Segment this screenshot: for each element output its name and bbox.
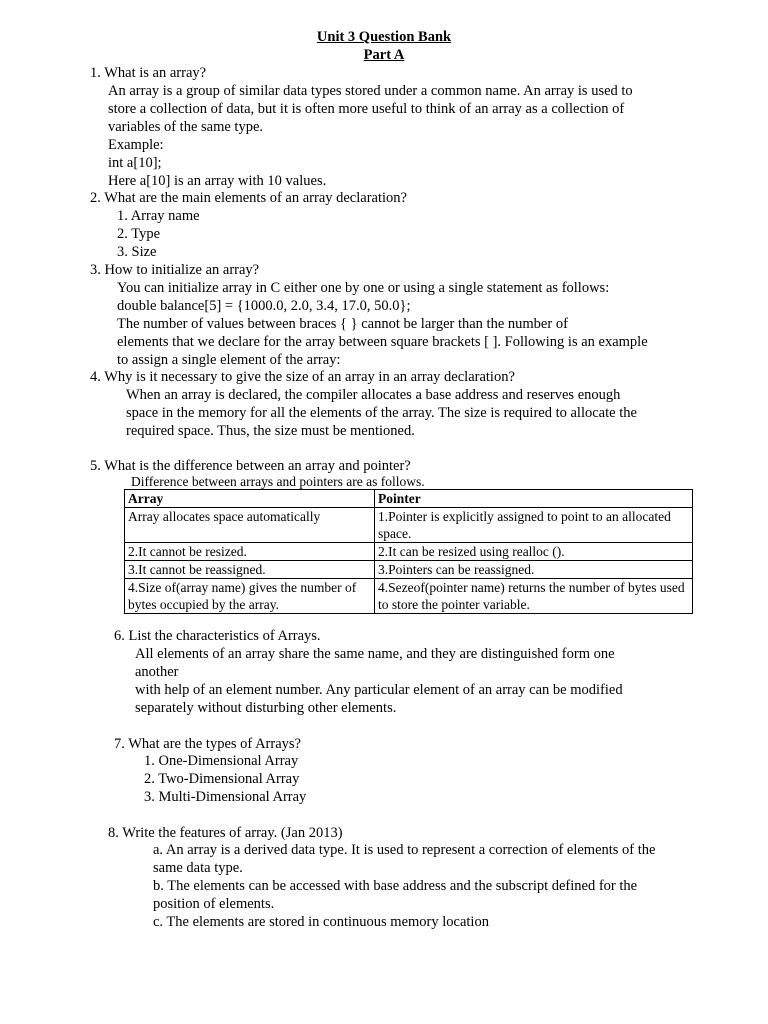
header-array: Array — [125, 490, 375, 508]
table-cell: Array allocates space automatically — [125, 508, 375, 543]
table-cell: 4.Size of(array name) gives the number of bytes occupied by the array. — [125, 579, 375, 614]
table-cell: 4.Sezeof(pointer name) returns the number of bytes used to store the pointer variable. — [375, 579, 693, 614]
answer-line: double balance[5] = {1000.0, 2.0, 3.4, 17.0, 50.0}; — [117, 298, 411, 314]
list-item: 2. Two-Dimensional Array — [144, 771, 300, 787]
answer-line: to assign a single element of the array: — [117, 352, 341, 368]
answer-line: int a[10]; — [108, 155, 162, 171]
table-header-row — [125, 490, 693, 508]
answer-line: same data type. — [153, 860, 243, 876]
answer-line: c. The elements are stored in continuous memory location — [153, 914, 489, 930]
answer-line: store a collection of data, but it is often more useful to think of an array as a collection of — [108, 101, 625, 117]
header-pointer: Pointer — [375, 490, 693, 508]
table-row — [125, 561, 693, 579]
table-row — [125, 508, 693, 543]
answer-line: separately without disturbing other elements. — [135, 700, 397, 716]
answer-line: b. The elements can be accessed with base address and the subscript defined for the — [153, 878, 638, 894]
list-item: 3. Size — [117, 244, 157, 260]
question-2: 2. What are the main elements of an array declaration? — [90, 190, 407, 206]
question-3: 3. How to initialize an array? — [90, 262, 260, 278]
table-row — [125, 543, 693, 561]
answer-line: Example: — [108, 137, 164, 153]
table-cell: 2.It can be resized using realloc (). — [375, 543, 693, 561]
answer-line: variables of the same type. — [108, 119, 264, 135]
question-7: 7. What are the types of Arrays? — [114, 736, 301, 752]
question-1: 1. What is an array? — [90, 65, 207, 81]
question-5: 5. What is the difference between an array and pointer? — [90, 458, 411, 474]
answer-line: another — [135, 664, 179, 680]
question-4: 4. Why is it necessary to give the size of an array in an array declaration? — [90, 369, 515, 385]
list-item: 3. Multi-Dimensional Array — [144, 789, 307, 805]
table-caption: Difference between arrays and pointers are as follows. — [131, 474, 425, 489]
table-cell: 1.Pointer is explicitly assigned to point to an allocated space. — [375, 508, 693, 543]
page-title: Unit 3 Question Bank — [316, 29, 452, 45]
answer-line: An array is a group of similar data types stored under a common name. An array is used to — [108, 83, 633, 99]
answer-line: space in the memory for all the elements of the array. The size is required to allocate the — [126, 405, 637, 421]
list-item: 1. One-Dimensional Array — [144, 753, 299, 769]
answer-line: All elements of an array share the same name, and they are distinguished form one — [135, 646, 615, 662]
answer-line: with help of an element number. Any particular element of an array can be modified — [135, 682, 623, 698]
answer-line: elements that we declare for the array between square brackets [ ]. Following is an example — [117, 334, 648, 350]
answer-line: required space. Thus, the size must be mentioned. — [126, 423, 415, 439]
table-cell: 2.It cannot be resized. — [125, 543, 375, 561]
comparison-table — [124, 489, 693, 614]
list-item: 1. Array name — [117, 208, 200, 224]
answer-line: The number of values between braces { } cannot be larger than the number of — [117, 316, 568, 332]
answer-line: When an array is declared, the compiler allocates a base address and reserves enough — [126, 387, 621, 403]
page-subtitle: Part A — [363, 47, 405, 63]
answer-line: You can initialize array in C either one by one or using a single statement as follows: — [117, 280, 610, 296]
answer-line: a. An array is a derived data type. It is used to represent a correction of elements of the — [153, 842, 656, 858]
answer-line: position of elements. — [153, 896, 275, 912]
list-item: 2. Type — [117, 226, 161, 242]
table-cell: 3.Pointers can be reassigned. — [375, 561, 693, 579]
table-cell: 3.It cannot be reassigned. — [125, 561, 375, 579]
question-8: 8. Write the features of array. (Jan 2013) — [108, 825, 343, 841]
table-row — [125, 579, 693, 614]
answer-line: Here a[10] is an array with 10 values. — [108, 173, 327, 189]
question-6: 6. List the characteristics of Arrays. — [114, 628, 321, 644]
